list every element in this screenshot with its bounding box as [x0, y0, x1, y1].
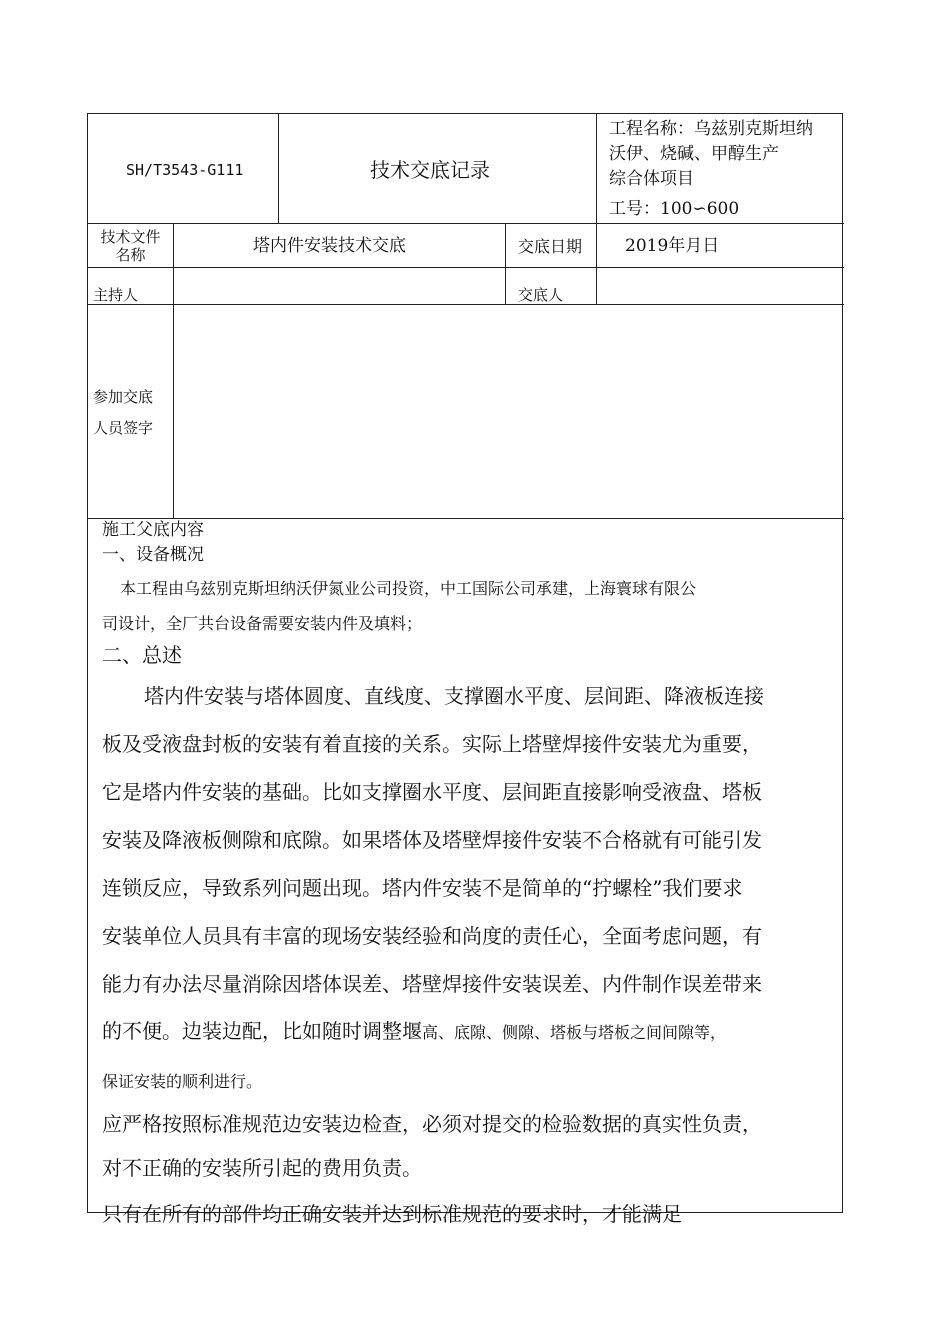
project-name-line: 工程名称：乌兹别克斯坦纳 [609, 119, 813, 139]
paragraph-line: 保证安装的顺利进行。 [102, 1072, 263, 1091]
signature-area[interactable] [174, 305, 843, 517]
paragraph-line: 连锁反应，导致系列问题出现。塔内件安装不是简单的“拧螺栓”我们要求 [102, 876, 743, 900]
paragraph-segment: 的不便。边装边配，比如随时调整堰 [102, 1019, 422, 1043]
doc-name-label-line: 名称 [115, 246, 146, 264]
paragraph-line: 司设计，全厂共台设备需要安装内件及填料； [102, 614, 423, 633]
doc-name-label-line: 技术文件 [100, 228, 161, 246]
work-number: 工号：100∽600 [609, 199, 740, 219]
paragraph-line: 能力有办法尽量消除因塔体误差、塔壁焊接件安装误差、内件制作误差带来 [102, 972, 762, 996]
doc-name-value: 塔内件安装技术交底 [253, 236, 406, 256]
col-divider [505, 223, 506, 304]
project-name-line: 综合体项目 [609, 169, 694, 189]
paragraph-line: 本工程由乌兹别克斯坦纳沃伊氮业公司投资，中工国际公司承建，上海寰球有限公 [120, 579, 697, 598]
paragraph-segment: 高、底隙、侧隙、塔板与塔板之间间隙等， [422, 1023, 727, 1042]
host-value[interactable] [188, 286, 488, 302]
content-section-title: 施工父底内容 [102, 520, 204, 540]
paragraph-line: 它是塔内件安装的基础。比如支撑圈水平度、层间距直接影响受液盘、塔板 [102, 780, 762, 804]
project-name-line: 沃伊、烧碱、甲醇生产 [609, 144, 779, 164]
tech-disclosure-form [87, 113, 843, 1226]
col-divider [596, 114, 597, 223]
signature-label-line: 参加交底 [93, 388, 154, 406]
form-title: 技术交底记录 [370, 158, 490, 182]
signature-label-line: 人员签字 [93, 419, 154, 437]
paragraph-line-cut: 只有在所有的部件均正确安装并达到标准规范的要求时，才能满足 [102, 1202, 682, 1226]
paragraph-line [102, 1021, 726, 1041]
row-divider [88, 223, 844, 224]
paragraph-line: 应严格按照标准规范边安装边检查，必须对提交的检验数据的真实性负责， [102, 1112, 762, 1136]
host-label: 主持人 [93, 286, 139, 304]
col-divider [596, 223, 597, 304]
row-divider [88, 267, 844, 268]
paragraph-line: 塔内件安装与塔体圆度、直线度、支撑圈水平度、层间距、降液板连接 [144, 684, 764, 708]
paragraph-line: 对不正确的安装所引起的费用负责。 [102, 1156, 422, 1180]
heading-equipment-overview: 一、设备概况 [102, 545, 204, 565]
doc-name-label [88, 228, 173, 264]
col-divider [278, 114, 279, 223]
row-divider [88, 518, 844, 519]
date-label: 交底日期 [518, 237, 583, 256]
paragraph-line: 安装及降液板侧隙和底隙。如果塔体及塔壁焊接件安装不合格就有可能引发 [102, 828, 762, 852]
paragraph-line: 安装单位人员具有丰富的现场安装经验和尚度的责任心，全面考虑问题，有 [102, 924, 762, 948]
presenter-label: 交底人 [518, 286, 564, 304]
paragraph-line: 板及受液盘封板的安装有着直接的关系。实际上塔壁焊接件安装尤为重要， [102, 732, 762, 756]
heading-overview: 二、总述 [102, 643, 182, 667]
form-code: SH/T3543-G111 [126, 161, 244, 179]
date-value: 2019年月日 [625, 236, 720, 256]
presenter-value[interactable] [608, 286, 828, 302]
